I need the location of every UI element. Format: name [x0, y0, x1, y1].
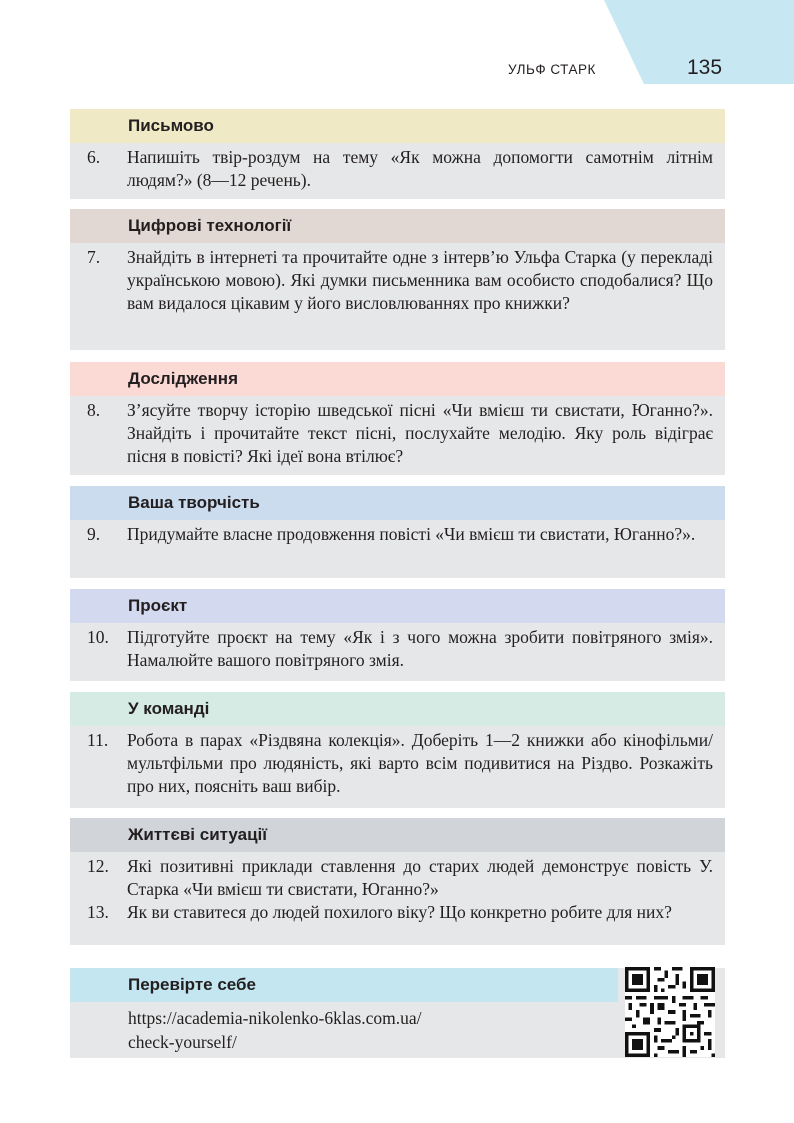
task-text: Придумайте власне продовження повісті «Чи вмієш ти свистати, Юганно?». [127, 524, 696, 544]
section-title: Ваша творчість [128, 493, 260, 512]
task-text: Як ви ставитеся до людей похилого віку? Що конкретно робите для них? [127, 902, 672, 922]
task-text: Підготуйте проєкт на тему «Як і з чого можна зробити повітряного змія». Намалюйте вашого повітряного змія. [127, 627, 713, 670]
qr-code-icon[interactable] [625, 967, 715, 1057]
section-header [70, 968, 618, 1002]
check-link-line[interactable]: https://academia-nikolenko-6klas.com.ua/ [128, 1008, 422, 1028]
section-research [70, 362, 725, 475]
section-header [70, 589, 725, 623]
section-digital [70, 209, 725, 350]
task-text: Напишіть твір-роздум на тему «Як можна допомогти самотнім літнім людям?» (8—12 речень). [127, 147, 713, 190]
task-number: 7. [87, 247, 101, 267]
section-life-situations [70, 818, 725, 945]
section-header [70, 362, 725, 396]
task-item [70, 626, 713, 672]
task-number: 10. [87, 627, 109, 647]
task-number: 12. [87, 856, 109, 876]
task-text: З’ясуйте творчу історію шведської пісні «Чи вмієш ти свистати, Юганно?». Знайдіть і прочитайте текст пісні, послухайте мелодію. Яку роль відіграє пісня в повісті? Які ідеї вона втілює? [127, 400, 713, 466]
section-title: У команді [128, 699, 210, 718]
running-head: УЛЬФ СТАРК [508, 62, 596, 77]
task-item [70, 399, 713, 468]
section-title: Цифрові технології [128, 216, 292, 235]
section-body [70, 143, 725, 192]
section-body [70, 243, 725, 315]
section-project [70, 589, 725, 681]
section-body [70, 726, 725, 798]
section-title: Життєві ситуації [128, 825, 268, 844]
section-body [70, 852, 725, 924]
section-header [70, 486, 725, 520]
section-title: Письмово [128, 116, 214, 135]
task-item [70, 523, 713, 546]
task-number: 6. [87, 147, 101, 167]
task-number: 11. [87, 730, 109, 750]
task-number: 9. [87, 524, 101, 544]
section-teamwork [70, 692, 725, 808]
section-writing [70, 109, 725, 199]
section-body [70, 520, 725, 546]
task-item [70, 146, 713, 192]
section-title: Проєкт [128, 596, 188, 615]
section-header [70, 109, 725, 143]
task-number: 13. [87, 902, 109, 922]
page-number: 135 [687, 56, 723, 79]
section-title: Перевірте себе [128, 975, 256, 994]
task-text: Знайдіть в інтернеті та прочитайте одне з інтерв’ю Ульфа Старка (у перекладі українською мовою). Які думки письменника вам особисто сподобалися? Що вам видалося цікавим у його висловлюваннях про книжки? [127, 247, 713, 313]
section-body [70, 623, 725, 672]
section-creativity [70, 486, 725, 578]
section-body [70, 396, 725, 468]
section-header [70, 692, 725, 726]
task-item [70, 901, 713, 924]
task-text: Які позитивні приклади ставлення до старих людей демонструє повість У. Старка «Чи вмієш ти свистати, Юганно?» [127, 856, 713, 899]
task-item [70, 855, 713, 901]
section-header [70, 209, 725, 243]
section-title: Дослідження [128, 369, 238, 388]
task-item [70, 246, 713, 315]
check-link-line[interactable]: check-yourself/ [128, 1032, 237, 1052]
task-item [70, 729, 713, 798]
task-text: Робота в парах «Різдвяна колекція». Доберіть 1—2 книжки або кінофільми/мультфільми про людяність, які варто всім подивитися на Різдво. Розкажіть про них, поясніть ваш вибір. [127, 730, 713, 796]
task-number: 8. [87, 400, 101, 420]
section-header [70, 818, 725, 852]
